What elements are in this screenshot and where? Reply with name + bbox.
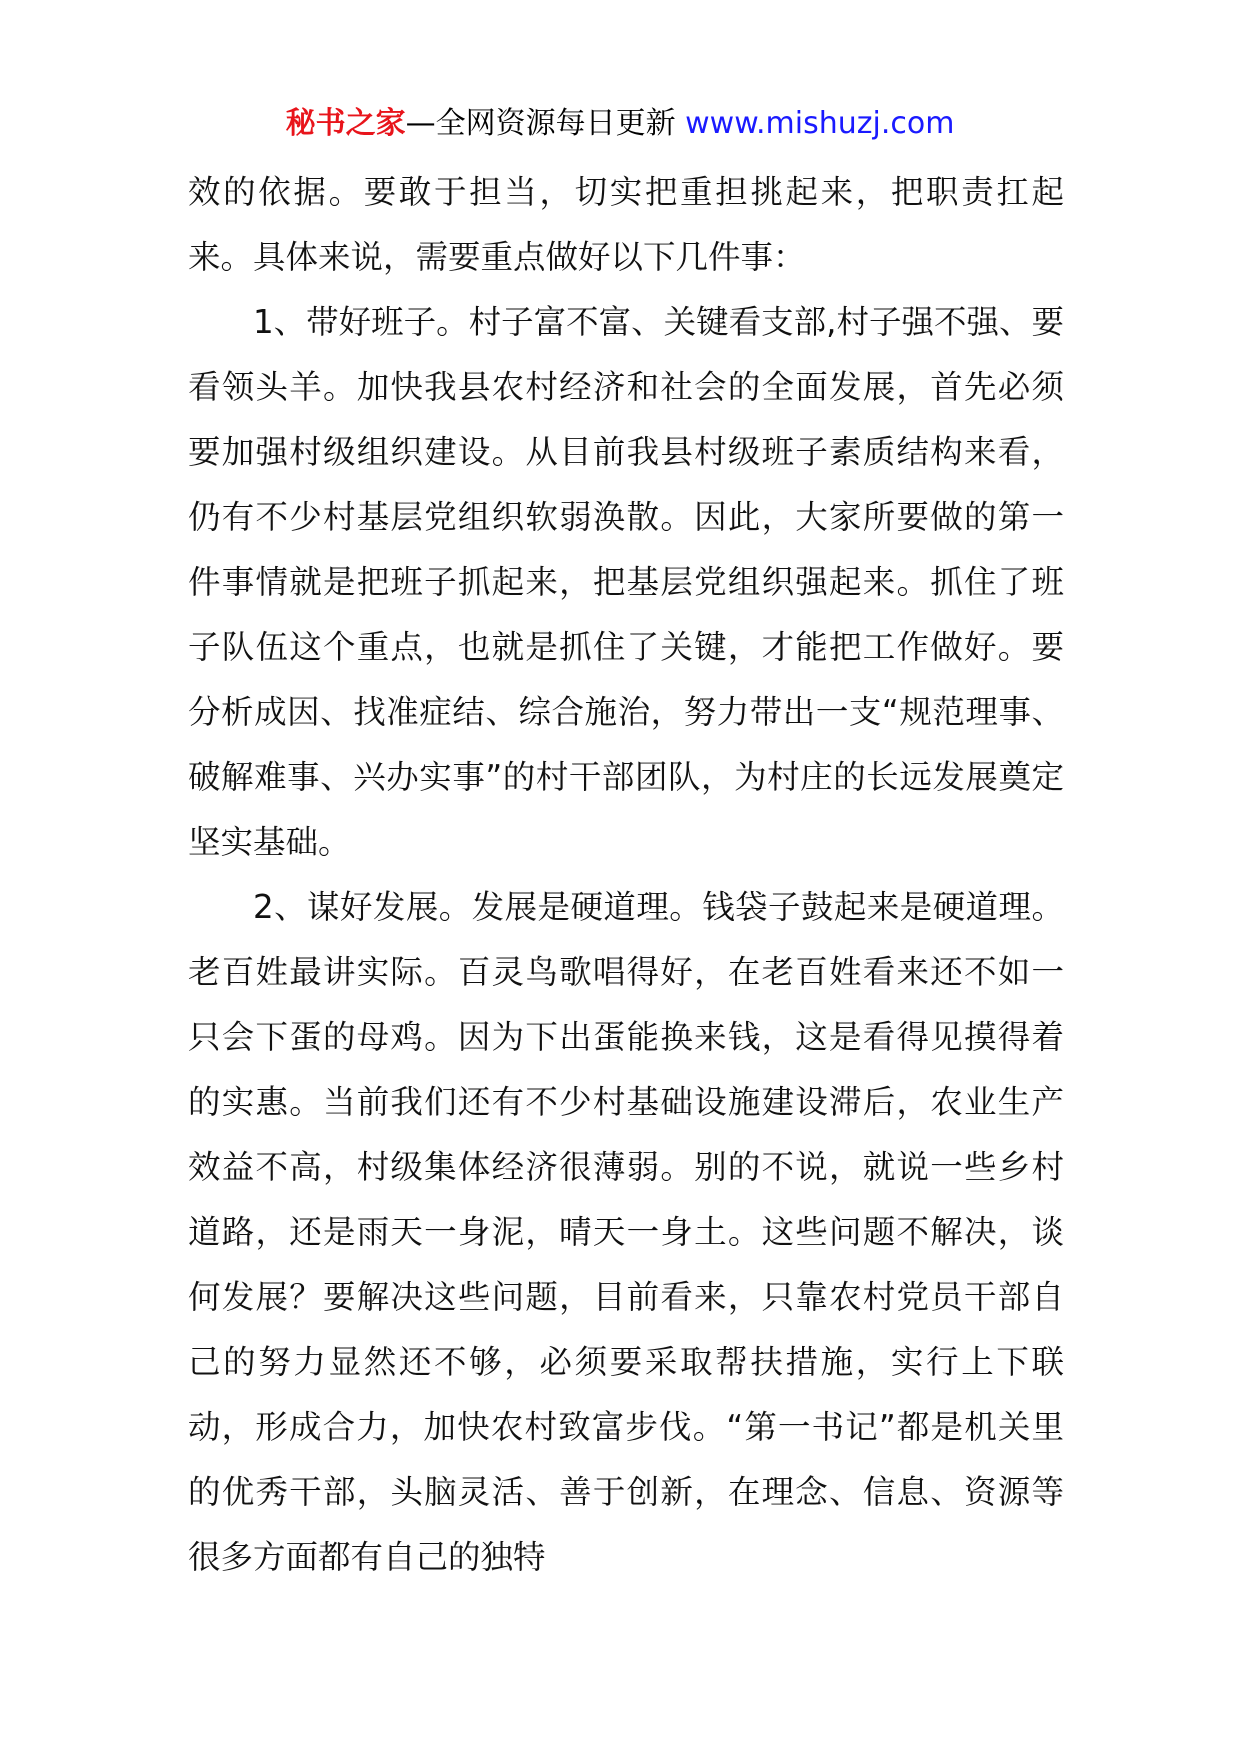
header-tagline: —全网资源每日更新 bbox=[405, 106, 686, 141]
paragraph-item-1: 1、带好班子。村子富不富、关键看支部,村子强不强、要看领头羊。加快我县农村经济和社会的全面发展，首先必须要加强村级组织建设。从目前我县村级班子素质结构来看，仍有不少村基层党组织软弱涣散。因此，大家所要做的第一件事情就是把班子抓起来，把基层党组织强起来。抓住了班子队伍这个重点，也就是抓住了关键，才能把工作做好。要分析成因、找准症结、综合施治，努力带出一支“规范理事、破解难事、兴办实事”的村干部团队，为村庄的长远发展奠定坚实基础。 bbox=[188, 303, 1065, 861]
site-url-link[interactable]: www.mishuzj.com bbox=[685, 106, 955, 141]
paragraph-continuation: 效的依据。要敢于担当，切实把重担挑起来，把职责扛起来。具体来说，需要重点做好以下几件事： bbox=[188, 173, 1064, 276]
brand-name: 秘书之家 bbox=[285, 106, 406, 141]
paragraph-item-2: 2、谋好发展。发展是硬道理。钱袋子鼓起来是硬道理。老百姓最讲实际。百灵鸟歌唱得好，在老百姓看来还不如一只会下蛋的母鸡。因为下出蛋能换来钱，这是看得见摸得着的实惠。当前我们还有不少村基础设施建设滞后，农业生产效益不高，村级集体经济很薄弱。别的不说，就说一些乡村道路，还是雨天一身泥，晴天一身土。这些问题不解决，谈何发展？要解决这些问题，目前看来，只靠农村党员干部自己的努力显然还不够，必须要采取帮扶措施，实行上下联动，形成合力，加快农村致富步伐。“第一书记”都是机关里的优秀干部，头脑灵活、善于创新，在理念、信息、资源等很多方面都有自己的独特 bbox=[188, 888, 1064, 1576]
document-body bbox=[188, 160, 1064, 1590]
page-header bbox=[0, 100, 1240, 148]
